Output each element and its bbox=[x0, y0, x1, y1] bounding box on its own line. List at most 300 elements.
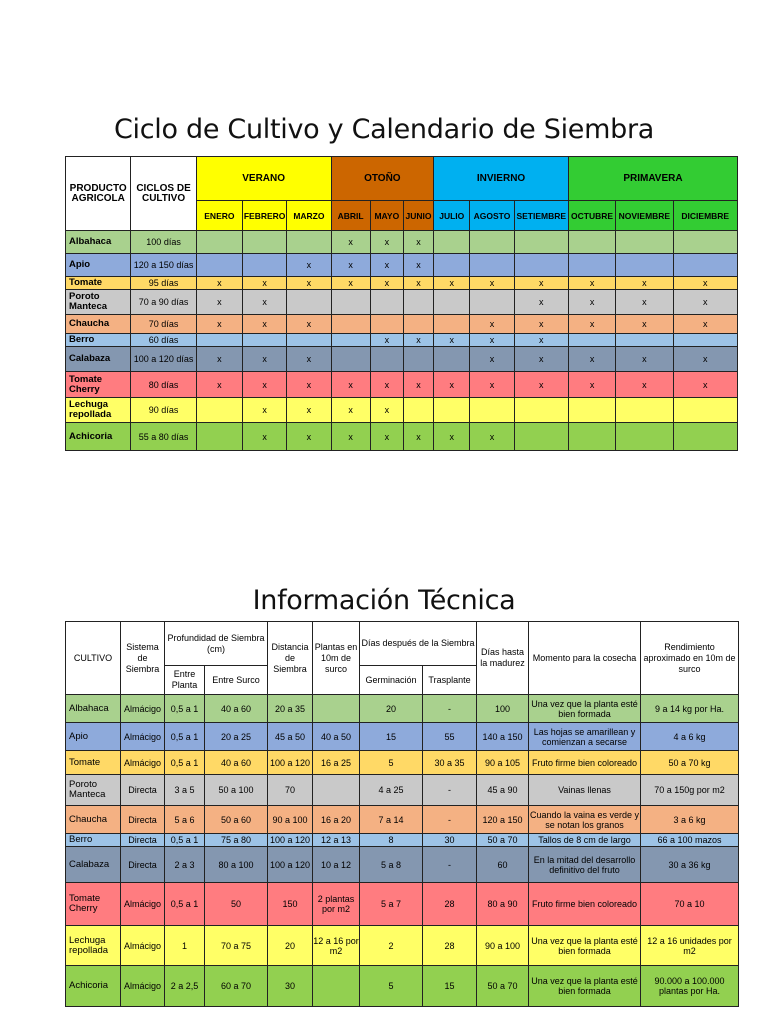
month-header: NOVIEMBRE bbox=[616, 201, 673, 231]
month-mark: x bbox=[470, 372, 514, 398]
table-cell: 100 a 120 bbox=[268, 847, 313, 883]
month-mark: x bbox=[287, 315, 331, 334]
col-madurez-header: Días hasta la madurez bbox=[477, 622, 529, 695]
month-header: JULIO bbox=[434, 201, 470, 231]
month-mark: x bbox=[287, 423, 331, 451]
table-cell: Las hojas se amarillean y comienzan a secarse bbox=[529, 723, 641, 751]
month-mark: x bbox=[434, 372, 470, 398]
table-cell: 50 a 70 kg bbox=[641, 751, 739, 775]
month-mark bbox=[434, 290, 470, 315]
season-header: PRIMAVERA bbox=[568, 157, 737, 201]
table-cell bbox=[313, 695, 360, 723]
month-mark: x bbox=[470, 423, 514, 451]
month-mark bbox=[673, 398, 737, 423]
cultivo-name: Tomate Cherry bbox=[66, 883, 121, 926]
table-cell: 15 bbox=[360, 723, 423, 751]
col-trasplante-header: Trasplante bbox=[423, 666, 477, 695]
table-cell: 2 a 2,5 bbox=[165, 966, 205, 1007]
table-cell: 50 a 70 bbox=[477, 966, 529, 1007]
col-entre-planta-header: Entre Planta bbox=[165, 666, 205, 695]
month-mark: x bbox=[243, 372, 287, 398]
month-mark: x bbox=[287, 277, 331, 290]
month-mark: x bbox=[514, 372, 568, 398]
month-mark: x bbox=[403, 254, 433, 277]
month-mark bbox=[470, 398, 514, 423]
month-header: SETIEMBRE bbox=[514, 201, 568, 231]
table-cell: Fruto firme bien coloreado bbox=[529, 883, 641, 926]
cultivo-name: Chaucha bbox=[66, 806, 121, 834]
table-cell: 0,5 a 1 bbox=[165, 883, 205, 926]
product-name: Poroto Manteca bbox=[66, 290, 131, 315]
calendar-header-row bbox=[66, 157, 738, 201]
calendar-row bbox=[66, 277, 738, 290]
month-mark: x bbox=[673, 315, 737, 334]
table-cell: 80 a 90 bbox=[477, 883, 529, 926]
table-cell: Una vez que la planta esté bien formada bbox=[529, 695, 641, 723]
table-cell: Directa bbox=[121, 834, 165, 847]
product-name: Berro bbox=[66, 334, 131, 347]
month-mark: x bbox=[470, 315, 514, 334]
cultivo-name: Achicoria bbox=[66, 966, 121, 1007]
table-cell: 8 bbox=[360, 834, 423, 847]
cycle-cell: 70 días bbox=[131, 315, 196, 334]
table-cell: 4 a 6 kg bbox=[641, 723, 739, 751]
table-cell: - bbox=[423, 847, 477, 883]
month-mark bbox=[673, 254, 737, 277]
month-mark: x bbox=[331, 398, 370, 423]
month-mark bbox=[673, 231, 737, 254]
month-mark bbox=[434, 315, 470, 334]
month-mark: x bbox=[370, 372, 403, 398]
table-cell: 5 a 6 bbox=[165, 806, 205, 834]
month-mark bbox=[470, 290, 514, 315]
table-cell: 5 a 7 bbox=[360, 883, 423, 926]
product-name: Albahaca bbox=[66, 231, 131, 254]
month-mark: x bbox=[514, 315, 568, 334]
table-cell: 2 bbox=[360, 926, 423, 966]
month-mark bbox=[243, 231, 287, 254]
table-cell: 90.000 a 100.000 plantas por Ha. bbox=[641, 966, 739, 1007]
month-mark bbox=[196, 398, 242, 423]
table-cell: 150 bbox=[268, 883, 313, 926]
month-mark: x bbox=[616, 315, 673, 334]
month-mark bbox=[287, 334, 331, 347]
month-mark bbox=[568, 231, 615, 254]
tecnica-row bbox=[66, 723, 739, 751]
table-cell: 75 a 80 bbox=[205, 834, 268, 847]
table-cell: 7 a 14 bbox=[360, 806, 423, 834]
month-mark: x bbox=[243, 290, 287, 315]
table-cell: Almácigo bbox=[121, 883, 165, 926]
table-cell: 100 bbox=[477, 695, 529, 723]
table-cell bbox=[313, 966, 360, 1007]
month-mark: x bbox=[331, 423, 370, 451]
month-mark bbox=[568, 398, 615, 423]
table-cell: Directa bbox=[121, 806, 165, 834]
cultivo-name: Albahaca bbox=[66, 695, 121, 723]
table-cell: Una vez que la planta esté bien formada bbox=[529, 926, 641, 966]
month-mark bbox=[470, 254, 514, 277]
tecnica-row bbox=[66, 751, 739, 775]
table-cell: 0,5 a 1 bbox=[165, 751, 205, 775]
month-mark bbox=[616, 398, 673, 423]
month-mark bbox=[403, 347, 433, 372]
calendar-row bbox=[66, 372, 738, 398]
table-cell: Fruto firme bien coloreado bbox=[529, 751, 641, 775]
table-cell: 50 a 60 bbox=[205, 806, 268, 834]
month-mark bbox=[403, 398, 433, 423]
month-mark: x bbox=[568, 290, 615, 315]
table-cell: 60 bbox=[477, 847, 529, 883]
table-cell bbox=[313, 775, 360, 806]
month-mark bbox=[568, 254, 615, 277]
cycle-cell: 60 días bbox=[131, 334, 196, 347]
product-name: Achicoria bbox=[66, 423, 131, 451]
month-mark: x bbox=[196, 372, 242, 398]
month-mark: x bbox=[673, 277, 737, 290]
month-mark: x bbox=[568, 277, 615, 290]
tecnica-row bbox=[66, 775, 739, 806]
table-cell: 45 a 90 bbox=[477, 775, 529, 806]
table-cell: 50 a 70 bbox=[477, 834, 529, 847]
month-mark: x bbox=[616, 277, 673, 290]
month-mark: x bbox=[616, 347, 673, 372]
month-mark bbox=[370, 347, 403, 372]
month-mark: x bbox=[514, 334, 568, 347]
tecnica-row bbox=[66, 926, 739, 966]
calendar-row bbox=[66, 423, 738, 451]
table-cell: 15 bbox=[423, 966, 477, 1007]
calendar-title: Ciclo de Cultivo y Calendario de Siembra bbox=[113, 114, 654, 145]
month-mark bbox=[370, 290, 403, 315]
col-sistema-header: Sistema de Siembra bbox=[121, 622, 165, 695]
month-mark: x bbox=[370, 398, 403, 423]
table-cell: 20 a 25 bbox=[205, 723, 268, 751]
month-mark: x bbox=[196, 277, 242, 290]
month-mark: x bbox=[196, 290, 242, 315]
month-mark: x bbox=[370, 254, 403, 277]
product-name: Apio bbox=[66, 254, 131, 277]
cycle-cell: 80 días bbox=[131, 372, 196, 398]
table-cell: - bbox=[423, 695, 477, 723]
table-cell: - bbox=[423, 806, 477, 834]
month-mark: x bbox=[331, 372, 370, 398]
table-cell: 16 a 20 bbox=[313, 806, 360, 834]
table-cell: Directa bbox=[121, 847, 165, 883]
month-mark bbox=[514, 231, 568, 254]
month-mark bbox=[616, 254, 673, 277]
month-mark bbox=[514, 423, 568, 451]
table-cell: Vainas llenas bbox=[529, 775, 641, 806]
col-plantas-header: Plantas en 10m de surco bbox=[313, 622, 360, 695]
col-distancia-header: Distancia de Siembra bbox=[268, 622, 313, 695]
table-cell: 12 a 16 unidades por m2 bbox=[641, 926, 739, 966]
month-mark: x bbox=[673, 372, 737, 398]
month-mark: x bbox=[403, 423, 433, 451]
month-header: ENERO bbox=[196, 201, 242, 231]
month-mark: x bbox=[470, 347, 514, 372]
table-cell: 30 a 35 bbox=[423, 751, 477, 775]
calendar-row bbox=[66, 334, 738, 347]
calendar-row bbox=[66, 347, 738, 372]
table-cell: 30 bbox=[268, 966, 313, 1007]
col-profundidad-header: Profundidad de Siembra (cm) bbox=[165, 622, 268, 666]
table-cell: 12 a 16 por m2 bbox=[313, 926, 360, 966]
table-cell: 2 plantas por m2 bbox=[313, 883, 360, 926]
cycle-cell: 100 días bbox=[131, 231, 196, 254]
month-mark bbox=[673, 334, 737, 347]
month-mark: x bbox=[434, 334, 470, 347]
table-cell: 140 a 150 bbox=[477, 723, 529, 751]
month-mark bbox=[434, 347, 470, 372]
cultivo-name: Calabaza bbox=[66, 847, 121, 883]
col-cultivo-header: CULTIVO bbox=[66, 622, 121, 695]
month-mark: x bbox=[370, 277, 403, 290]
month-mark: x bbox=[403, 334, 433, 347]
table-cell: 40 a 50 bbox=[313, 723, 360, 751]
month-mark: x bbox=[370, 423, 403, 451]
season-header: VERANO bbox=[196, 157, 331, 201]
season-header: OTOÑO bbox=[331, 157, 434, 201]
table-cell: 66 a 100 mazos bbox=[641, 834, 739, 847]
table-cell: Tallos de 8 cm de largo bbox=[529, 834, 641, 847]
month-mark: x bbox=[514, 347, 568, 372]
month-header: MARZO bbox=[287, 201, 331, 231]
tecnica-row bbox=[66, 966, 739, 1007]
table-cell: Una vez que la planta esté bien formada bbox=[529, 966, 641, 1007]
table-cell: Almácigo bbox=[121, 723, 165, 751]
month-mark bbox=[434, 231, 470, 254]
month-mark: x bbox=[673, 347, 737, 372]
tecnica-title: Información Técnica bbox=[252, 585, 516, 616]
month-mark bbox=[331, 334, 370, 347]
cycle-cell: 90 días bbox=[131, 398, 196, 423]
month-mark: x bbox=[514, 277, 568, 290]
calendar-row bbox=[66, 290, 738, 315]
table-cell: Almácigo bbox=[121, 966, 165, 1007]
table-cell: Almácigo bbox=[121, 751, 165, 775]
month-mark: x bbox=[403, 277, 433, 290]
month-mark: x bbox=[568, 347, 615, 372]
col-germinacion-header: Germinación bbox=[360, 666, 423, 695]
month-mark: x bbox=[243, 398, 287, 423]
table-cell: 70 a 150g por m2 bbox=[641, 775, 739, 806]
table-cell: 40 a 60 bbox=[205, 695, 268, 723]
table-cell: 120 a 150 bbox=[477, 806, 529, 834]
table-cell: 70 a 10 bbox=[641, 883, 739, 926]
cycle-cell: 70 a 90 días bbox=[131, 290, 196, 315]
tecnica-row bbox=[66, 695, 739, 723]
table-cell: 100 a 120 bbox=[268, 834, 313, 847]
month-mark bbox=[568, 334, 615, 347]
month-mark: x bbox=[673, 290, 737, 315]
month-mark bbox=[673, 423, 737, 451]
table-cell: 90 a 105 bbox=[477, 751, 529, 775]
month-mark: x bbox=[568, 315, 615, 334]
table-cell: 0,5 a 1 bbox=[165, 834, 205, 847]
month-mark: x bbox=[196, 315, 242, 334]
month-mark bbox=[287, 290, 331, 315]
cycle-cell: 55 a 80 días bbox=[131, 423, 196, 451]
cultivo-name: Lechuga repollada bbox=[66, 926, 121, 966]
table-cell: 80 a 100 bbox=[205, 847, 268, 883]
month-mark: x bbox=[470, 334, 514, 347]
month-mark bbox=[616, 334, 673, 347]
table-cell: 55 bbox=[423, 723, 477, 751]
month-mark: x bbox=[243, 347, 287, 372]
table-cell: 4 a 25 bbox=[360, 775, 423, 806]
table-cell: 20 a 35 bbox=[268, 695, 313, 723]
tecnica-header-row bbox=[66, 622, 739, 666]
month-mark: x bbox=[243, 315, 287, 334]
month-mark bbox=[243, 254, 287, 277]
col-producto-header: PRODUCTO AGRICOLA bbox=[66, 157, 131, 231]
table-cell: 12 a 13 bbox=[313, 834, 360, 847]
table-cell: 60 a 70 bbox=[205, 966, 268, 1007]
calendar-table bbox=[65, 156, 738, 451]
tecnica-row bbox=[66, 806, 739, 834]
table-cell: - bbox=[423, 775, 477, 806]
month-mark bbox=[434, 254, 470, 277]
month-mark: x bbox=[331, 277, 370, 290]
table-cell: 16 a 25 bbox=[313, 751, 360, 775]
table-cell: 2 a 3 bbox=[165, 847, 205, 883]
calendar-row bbox=[66, 398, 738, 423]
tecnica-row bbox=[66, 834, 739, 847]
month-mark bbox=[568, 423, 615, 451]
table-cell: 3 a 6 kg bbox=[641, 806, 739, 834]
month-mark bbox=[403, 315, 433, 334]
month-mark: x bbox=[243, 277, 287, 290]
month-mark: x bbox=[370, 334, 403, 347]
month-mark: x bbox=[287, 347, 331, 372]
cycle-cell: 95 días bbox=[131, 277, 196, 290]
month-mark: x bbox=[434, 423, 470, 451]
month-mark bbox=[196, 231, 242, 254]
col-dias-header: Días después de la Siembra bbox=[360, 622, 477, 666]
month-mark bbox=[196, 423, 242, 451]
table-cell: Almácigo bbox=[121, 926, 165, 966]
month-mark: x bbox=[403, 231, 433, 254]
cycle-cell: 100 a 120 días bbox=[131, 347, 196, 372]
month-mark: x bbox=[403, 372, 433, 398]
table-cell: 90 a 100 bbox=[477, 926, 529, 966]
table-cell: 20 bbox=[360, 695, 423, 723]
table-cell: 5 a 8 bbox=[360, 847, 423, 883]
month-mark bbox=[370, 315, 403, 334]
month-mark bbox=[331, 347, 370, 372]
month-mark: x bbox=[434, 277, 470, 290]
month-mark bbox=[196, 254, 242, 277]
month-header: MAYO bbox=[370, 201, 403, 231]
tecnica-row bbox=[66, 883, 739, 926]
col-momento-header: Momento para la cosecha bbox=[529, 622, 641, 695]
table-cell: 1 bbox=[165, 926, 205, 966]
product-name: Chaucha bbox=[66, 315, 131, 334]
month-mark: x bbox=[243, 423, 287, 451]
month-mark bbox=[287, 231, 331, 254]
month-header: JUNIO bbox=[403, 201, 433, 231]
month-mark bbox=[514, 398, 568, 423]
table-cell: 28 bbox=[423, 926, 477, 966]
table-cell: 40 a 60 bbox=[205, 751, 268, 775]
table-cell: 70 bbox=[268, 775, 313, 806]
month-mark bbox=[434, 398, 470, 423]
month-mark: x bbox=[287, 372, 331, 398]
month-mark bbox=[514, 254, 568, 277]
month-mark bbox=[470, 231, 514, 254]
table-cell: Almácigo bbox=[121, 695, 165, 723]
month-mark: x bbox=[514, 290, 568, 315]
season-header: INVIERNO bbox=[434, 157, 569, 201]
table-cell: 100 a 120 bbox=[268, 751, 313, 775]
product-name: Lechuga repollada bbox=[66, 398, 131, 423]
cultivo-name: Berro bbox=[66, 834, 121, 847]
table-cell: 9 a 14 kg por Ha. bbox=[641, 695, 739, 723]
month-mark: x bbox=[331, 231, 370, 254]
calendar-row bbox=[66, 231, 738, 254]
month-mark: x bbox=[470, 277, 514, 290]
product-name: Tomate Cherry bbox=[66, 372, 131, 398]
technical-table bbox=[65, 621, 739, 1007]
table-cell: 45 a 50 bbox=[268, 723, 313, 751]
table-cell: 3 a 5 bbox=[165, 775, 205, 806]
month-mark bbox=[196, 334, 242, 347]
month-mark: x bbox=[331, 254, 370, 277]
month-mark: x bbox=[370, 231, 403, 254]
table-cell: 0,5 a 1 bbox=[165, 695, 205, 723]
calendar-row bbox=[66, 254, 738, 277]
table-cell: 0,5 a 1 bbox=[165, 723, 205, 751]
table-cell: 50 bbox=[205, 883, 268, 926]
month-mark: x bbox=[568, 372, 615, 398]
month-mark bbox=[243, 334, 287, 347]
table-cell: 50 a 100 bbox=[205, 775, 268, 806]
cultivo-name: Tomate bbox=[66, 751, 121, 775]
cultivo-name: Poroto Manteca bbox=[66, 775, 121, 806]
month-mark: x bbox=[287, 254, 331, 277]
col-ciclos-header: CICLOS DE CULTIVO bbox=[131, 157, 196, 231]
month-mark: x bbox=[196, 347, 242, 372]
month-mark bbox=[403, 290, 433, 315]
tecnica-row bbox=[66, 847, 739, 883]
table-cell: En la mitad del desarrollo definitivo del fruto bbox=[529, 847, 641, 883]
month-header: OCTUBRE bbox=[568, 201, 615, 231]
table-cell: 30 a 36 kg bbox=[641, 847, 739, 883]
col-entre-surco-header: Entre Surco bbox=[205, 666, 268, 695]
month-mark: x bbox=[287, 398, 331, 423]
table-cell: 90 a 100 bbox=[268, 806, 313, 834]
month-header: AGOSTO bbox=[470, 201, 514, 231]
table-cell: 20 bbox=[268, 926, 313, 966]
table-cell: 28 bbox=[423, 883, 477, 926]
month-header: DICIEMBRE bbox=[673, 201, 737, 231]
col-rendimiento-header: Rendimiento aproximado en 10m de surco bbox=[641, 622, 739, 695]
month-header: ABRIL bbox=[331, 201, 370, 231]
month-mark bbox=[616, 423, 673, 451]
cycle-cell: 120 a 150 días bbox=[131, 254, 196, 277]
table-cell: 5 bbox=[360, 751, 423, 775]
table-cell: Cuando la vaina es verde y se notan los granos bbox=[529, 806, 641, 834]
table-cell: 5 bbox=[360, 966, 423, 1007]
table-cell: 70 a 75 bbox=[205, 926, 268, 966]
table-cell: 30 bbox=[423, 834, 477, 847]
product-name: Calabaza bbox=[66, 347, 131, 372]
product-name: Tomate bbox=[66, 277, 131, 290]
cultivo-name: Apio bbox=[66, 723, 121, 751]
table-cell: 10 a 12 bbox=[313, 847, 360, 883]
month-mark: x bbox=[616, 290, 673, 315]
